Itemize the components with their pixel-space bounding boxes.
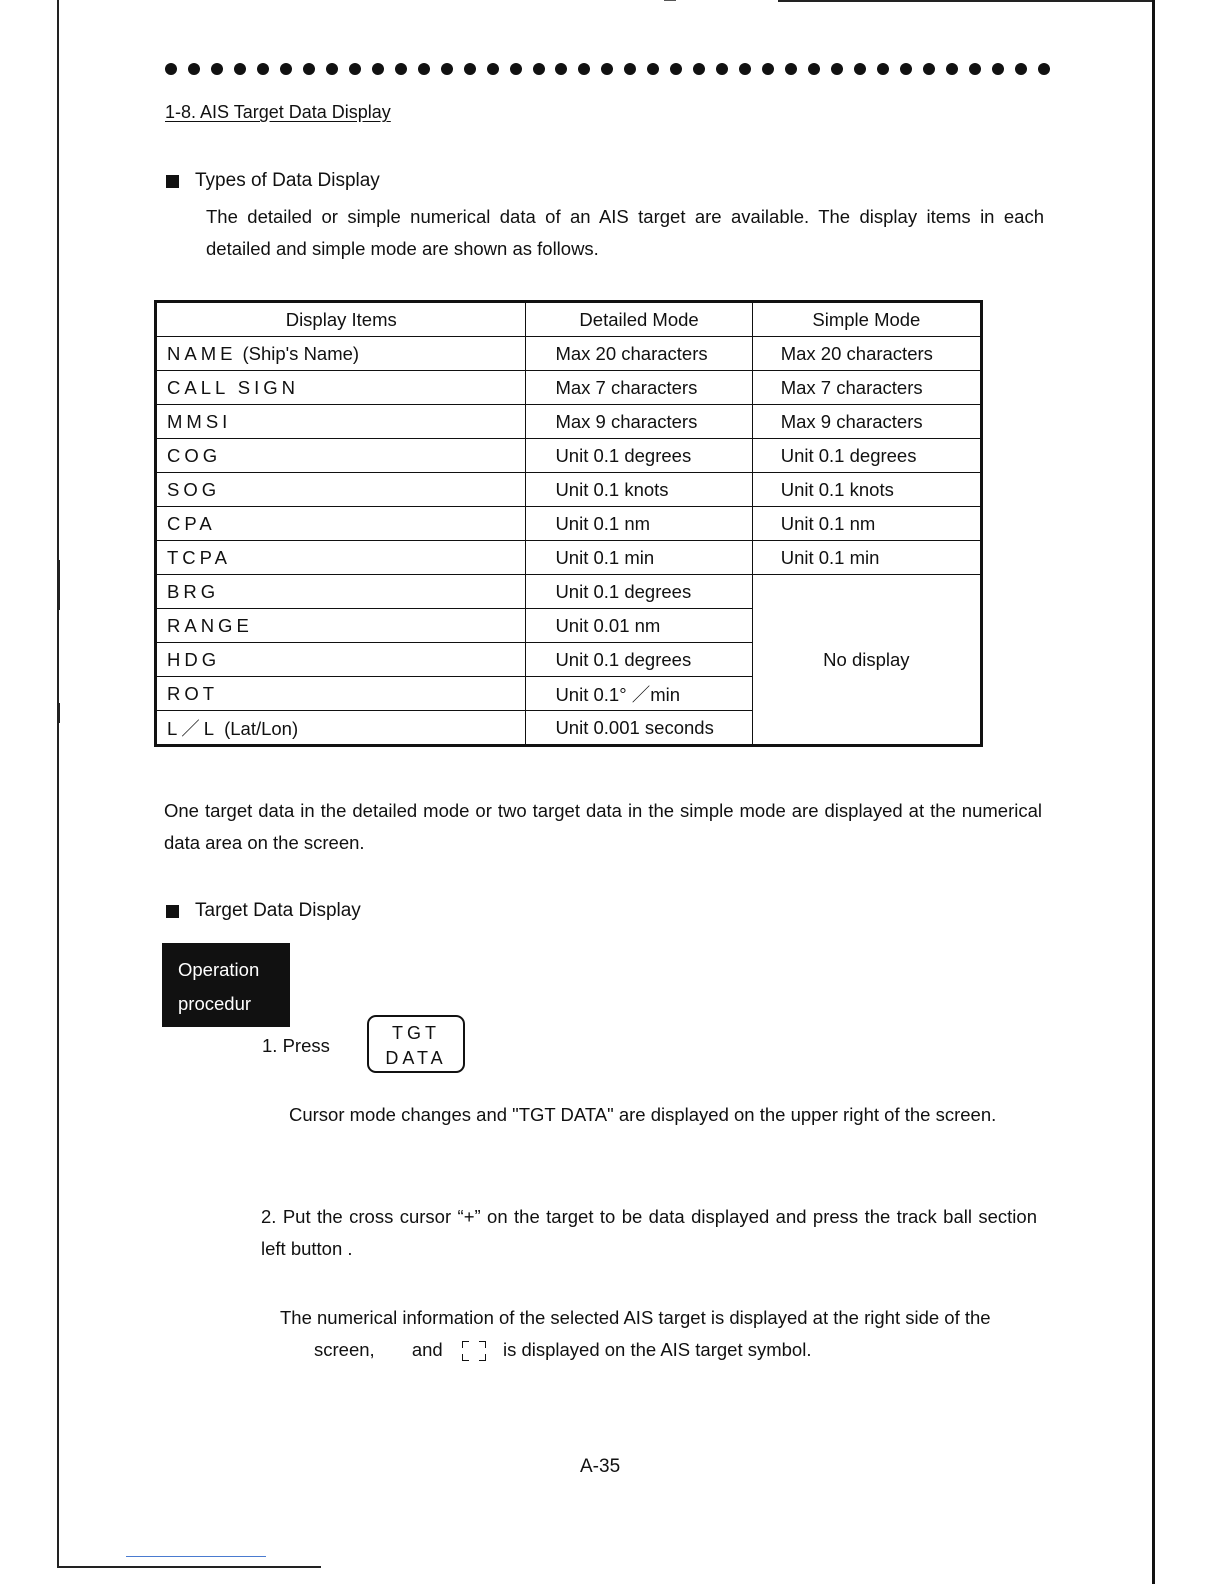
tgt-data-key-icon — [367, 1015, 465, 1073]
display-item-cell — [156, 371, 526, 405]
table-row — [156, 371, 982, 405]
table-header-row — [156, 302, 982, 337]
divider-dot — [188, 63, 200, 75]
divider-dot — [211, 63, 223, 75]
divider-dot — [326, 63, 338, 75]
page-number: A-35 — [580, 1456, 621, 1477]
divider-dot — [578, 63, 590, 75]
item-extra: (Ship's Name) — [242, 342, 360, 364]
key-line1: TGT — [392, 1023, 440, 1043]
divider-dot — [418, 63, 430, 75]
table-row — [156, 575, 982, 609]
divider-dot — [533, 63, 545, 75]
step1-press: 1. Press — [262, 1035, 330, 1056]
divider-dot — [854, 63, 866, 75]
divider-dot — [395, 63, 407, 75]
item-code: L／L — [167, 717, 219, 739]
divider-dot — [900, 63, 912, 75]
types-heading — [166, 170, 380, 192]
divider-dot — [716, 63, 728, 75]
step2-desc-b: is displayed on the AIS target symbol. — [502, 1339, 812, 1360]
display-item-cell — [156, 575, 526, 609]
divider-dot — [1015, 63, 1027, 75]
divider-dot — [280, 63, 292, 75]
col-header: Display Items — [156, 302, 526, 337]
margin-mark — [58, 703, 60, 723]
divider-dot — [349, 63, 361, 75]
item-code: NAME — [167, 342, 237, 364]
op-label-line2: procedur — [178, 993, 252, 1014]
target-heading — [166, 900, 361, 922]
item-code: COG — [167, 444, 222, 466]
types-intro: The detailed or simple numerical data of an AIS target are available. The display items in each detailed and simple mode are shown as follows. — [206, 206, 1044, 259]
divider-dot — [1038, 63, 1050, 75]
step2-desc-screen: screen, — [314, 1339, 375, 1360]
divider-dot — [510, 63, 522, 75]
bullet-square-icon — [166, 905, 179, 918]
detailed-mode-cell: Max 9 characters — [526, 405, 752, 439]
table-row — [156, 541, 982, 575]
divider-dot — [257, 63, 269, 75]
detailed-mode-cell: Unit 0.1° ／min — [526, 677, 752, 711]
display-item-cell — [156, 439, 526, 473]
col-header: Simple Mode — [752, 302, 981, 337]
item-code: TCPA — [167, 546, 231, 568]
after-table-text: One target data in the detailed mode or two target data in the simple mode are displayed at the numerical data area on the screen. — [164, 800, 1042, 853]
display-item-cell — [156, 337, 526, 371]
key-line2: DATA — [385, 1048, 447, 1068]
step2-description — [280, 1302, 1037, 1366]
divider-dot — [739, 63, 751, 75]
table-row — [156, 507, 982, 541]
item-code: SOG — [167, 478, 221, 500]
item-code: ROT — [167, 682, 219, 704]
divider-dot — [441, 63, 453, 75]
section-title: 1-8. AIS Target Data Display — [165, 102, 391, 122]
detailed-mode-cell: Unit 0.01 nm — [526, 609, 752, 643]
simple-mode-cell: Max 9 characters — [752, 405, 981, 439]
display-item-cell — [156, 541, 526, 575]
divider-dot — [601, 63, 613, 75]
detailed-mode-cell: Unit 0.1 degrees — [526, 439, 752, 473]
display-item-cell — [156, 711, 526, 746]
operation-procedure-label — [162, 943, 290, 1027]
divider-dot — [647, 63, 659, 75]
simple-mode-cell: Max 20 characters — [752, 337, 981, 371]
step2-text: 2. Put the cross cursor “+” on the target to be data displayed and press the track ball section left button . — [261, 1206, 1037, 1259]
step1-description: Cursor mode changes and "TGT DATA" are displayed on the upper right of the screen. — [289, 1104, 997, 1125]
divider-dot — [808, 63, 820, 75]
detailed-mode-cell: Unit 0.1 degrees — [526, 643, 752, 677]
table-row — [156, 337, 982, 371]
divider-dot — [624, 63, 636, 75]
divider-dot — [831, 63, 843, 75]
col-header: Detailed Mode — [526, 302, 752, 337]
item-code: BRG — [167, 580, 220, 602]
item-code: RANGE — [167, 614, 253, 636]
display-item-cell — [156, 609, 526, 643]
item-code: CPA — [167, 512, 216, 534]
display-items-table — [154, 300, 983, 747]
target-heading-text: Target Data Display — [195, 900, 361, 921]
scan-frame-bottom — [57, 1566, 321, 1568]
divider-dot — [877, 63, 889, 75]
scan-frame-left — [57, 0, 59, 1568]
simple-mode-cell: Unit 0.1 degrees — [752, 439, 981, 473]
step2-desc-and: and — [411, 1339, 443, 1360]
detailed-mode-cell: Unit 0.1 min — [526, 541, 752, 575]
divider-dot — [693, 63, 705, 75]
step2-desc-a: The numerical information of the selected AIS target is displayed at the right side of the — [280, 1307, 991, 1328]
simple-mode-cell: Max 7 characters — [752, 371, 981, 405]
divider-dot — [670, 63, 682, 75]
simple-mode-cell: Unit 0.1 min — [752, 541, 981, 575]
target-bracket-icon — [462, 1341, 486, 1361]
types-heading-text: Types of Data Display — [195, 170, 380, 191]
detailed-mode-cell: Unit 0.1 nm — [526, 507, 752, 541]
divider-dot — [555, 63, 567, 75]
display-item-cell — [156, 405, 526, 439]
scan-mark-bottom — [126, 1556, 266, 1557]
detailed-mode-cell: Unit 0.001 seconds — [526, 711, 752, 746]
divider-dot — [785, 63, 797, 75]
display-item-cell — [156, 507, 526, 541]
divider-dot — [969, 63, 981, 75]
divider-dot — [992, 63, 1004, 75]
dotted-divider — [165, 63, 1050, 75]
detailed-mode-cell: Max 7 characters — [526, 371, 752, 405]
display-item-cell — [156, 677, 526, 711]
divider-dot — [464, 63, 476, 75]
item-extra: (Lat/Lon) — [224, 717, 299, 739]
scan-frame-right — [1152, 0, 1155, 1584]
divider-dot — [946, 63, 958, 75]
table-row — [156, 405, 982, 439]
scan-frame-top — [778, 0, 1152, 2]
detailed-mode-cell: Unit 0.1 degrees — [526, 575, 752, 609]
op-label-line1: Operation — [178, 959, 260, 980]
divider-dot — [762, 63, 774, 75]
item-code: CALL SIGN — [167, 376, 299, 398]
table-row — [156, 439, 982, 473]
margin-mark — [58, 560, 60, 610]
scan-mark-top — [664, 0, 676, 1]
divider-dot — [487, 63, 499, 75]
simple-mode-cell: Unit 0.1 knots — [752, 473, 981, 507]
display-item-cell — [156, 473, 526, 507]
bullet-square-icon — [166, 175, 179, 188]
divider-dot — [303, 63, 315, 75]
table-row — [156, 473, 982, 507]
display-item-cell — [156, 643, 526, 677]
divider-dot — [234, 63, 246, 75]
detailed-mode-cell: Unit 0.1 knots — [526, 473, 752, 507]
item-code: HDG — [167, 648, 221, 670]
divider-dot — [372, 63, 384, 75]
no-display-cell: No display — [752, 575, 981, 746]
item-code: MMSI — [167, 410, 232, 432]
detailed-mode-cell: Max 20 characters — [526, 337, 752, 371]
simple-mode-cell: Unit 0.1 nm — [752, 507, 981, 541]
divider-dot — [923, 63, 935, 75]
divider-dot — [165, 63, 177, 75]
